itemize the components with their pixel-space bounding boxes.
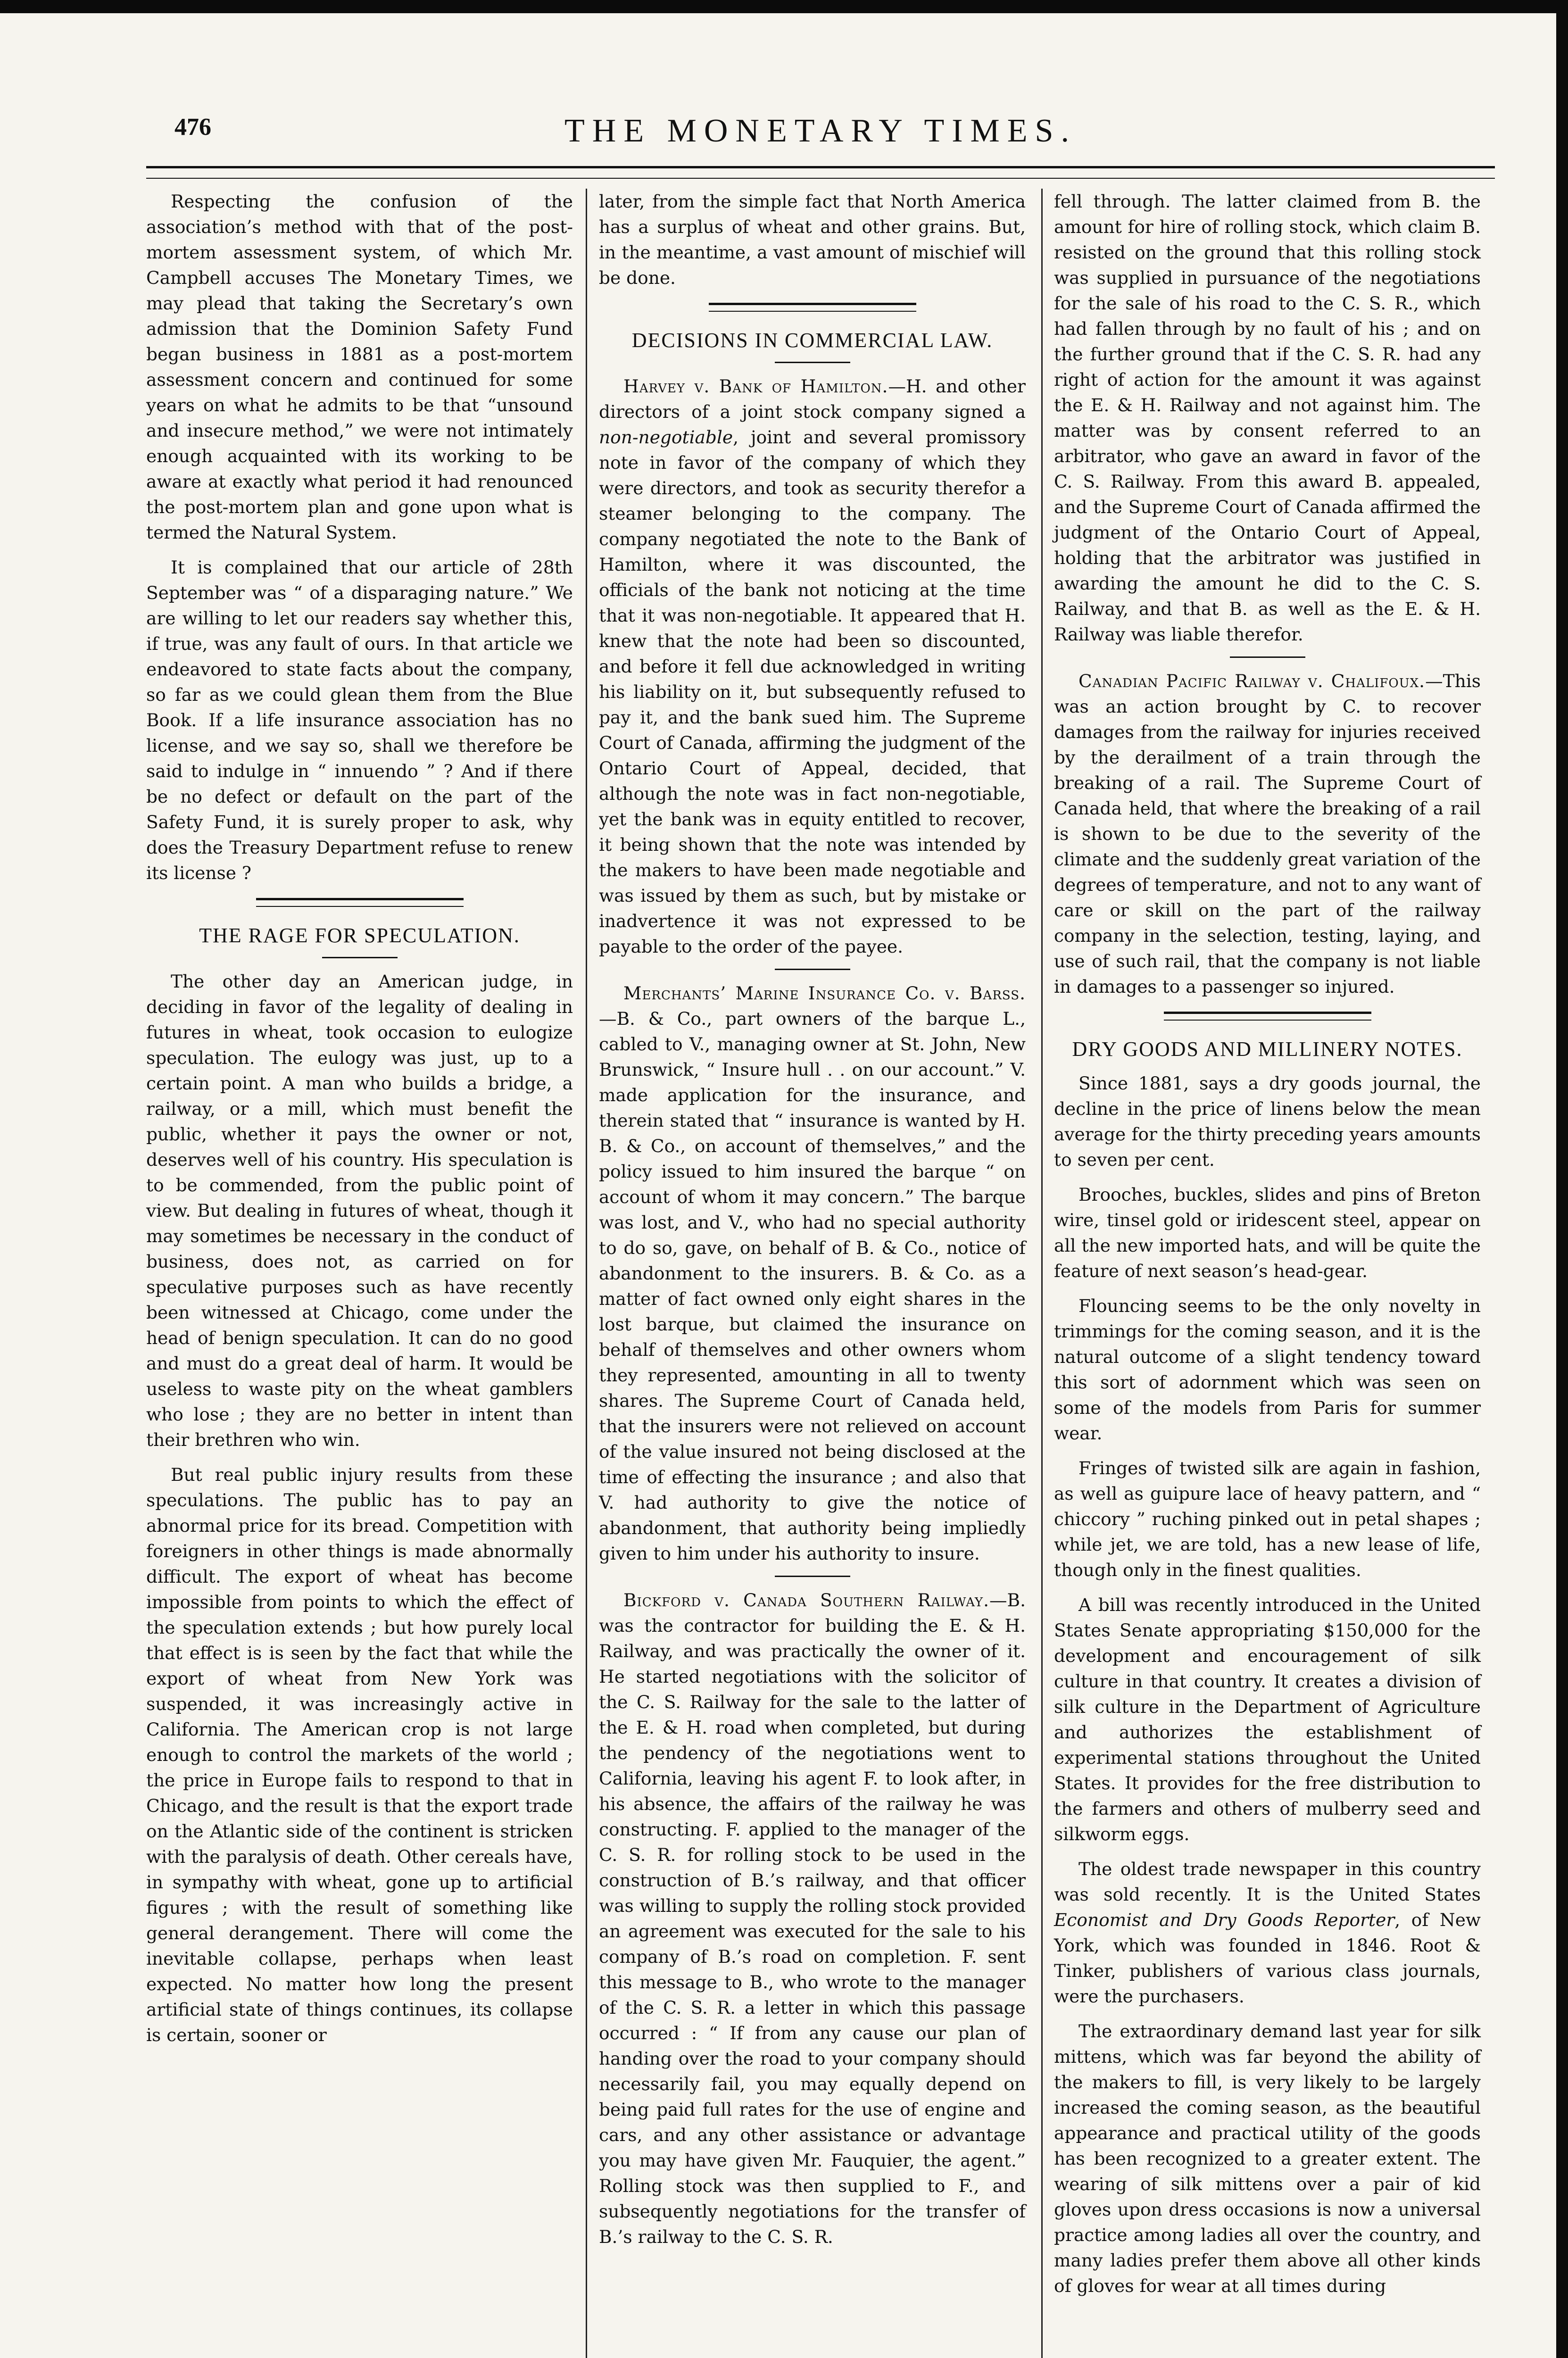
case-paragraph [599, 374, 1026, 959]
paragraph: A bill was recently introduced in the United States Senate appropriating $150,000 for the development and encouragement of silk culture in that country. It creates a division of silk culture in the Department of Agriculture and authorizes the establishment of experimental stations throughout the United States. It provides for the free distribution to the farmers and others of mulberry seed and silkworm eggs. [1054, 1594, 1481, 1844]
page-header [146, 99, 1495, 156]
case-title: Merchants’ Marine Insurance Co. v. Barss. [623, 983, 1026, 1004]
case-text: —H. and other directors of a joint stock company signed a [599, 376, 1026, 422]
header-rule [146, 166, 1495, 179]
paragraph: Fringes of twisted silk are again in fashion, as well as guipure lace of heavy pattern, and “ chiccory ” ruching pinked out in petal shapes ; while jet, we are told, has a new lease of life, though only in the finest qualities. [1054, 1458, 1481, 1580]
section-separator [709, 303, 916, 312]
section-heading: THE RAGE FOR SPECULATION. [199, 924, 520, 947]
case-text: —B. was the contractor for building the E. & H. Railway, and was practically the owner of it. He started negotiations with the solicitor of the C. S. Railway for the sale to the latter of the E. & H. road when completed, but during the pendency of the negotiations went to California, leaving his agent F. to look after, in his absence, the affairs of the railway he was constructing. F. applied to the manager of the C. S. R. for rolling stock to be used in the construction of B.’s railway, and that officer was willing to supply the rolling stock provided an agreement was executed for the sale to his company of B.’s road on completion. F. sent this message to B., who wrote to the manager of the C. S. R. a letter in which this passage occurred : “ If from any cause our plan of handing over the road to your company should necessarily fail, you may equally depend on being paid full rates for the use of engine and cars, and any other assistance or advantage you may have given Mr. Fauquier, the agent.” Rolling stock was then supplied to F., and subsequently negotiations for the transfer of B.’s railway to the C. S. R. [599, 1590, 1026, 2247]
case-separator [1230, 656, 1305, 658]
article-columns [146, 189, 1495, 2358]
case-title: Bickford v. Canada Southern Railway. [623, 1590, 990, 1611]
paragraph: The extraordinary demand last year for silk mittens, which was far beyond the ability of the makers to fill, is very likely to be largely increased the coming season, as the beautiful appearance and practical utility of the goods has been recognized to a greater extent. The wearing of silk mittens over a pair of kid gloves upon dress occasions is now a universal practice among ladies all over the country, and many ladies prefer them above all other kinds of gloves for wear at all times during [1054, 2021, 1481, 2296]
section-heading: DECISIONS IN COMMERCIAL LAW. [631, 329, 993, 352]
scan-top-edge [0, 0, 1568, 13]
paragraph-text: , of New York, which was founded in 1846. Root & Tinker, publishers of various class journals, were the purchasers. [1054, 1910, 1481, 2007]
newspaper-page [146, 99, 1495, 2296]
paragraph: The other day an American judge, in deciding in favor of the legality of dealing in futures in wheat, took occasion to eulogize speculation. The eulogy was just, up to a certain point. A man who builds a bridge, a railway, or a mill, which must benefit the public, whether it pays the owner or not, deserves well of his country. His speculation is to be commended, from the public point of view. But dealing in futures of wheat, though it may sometimes be necessary in the conduct of business, does not, as carried on for speculative purposes such as have recently been witnessed at Chicago, come under the head of benign speculation. It can do no good and must do a great deal of harm. It would be useless to waste pity on the wheat gamblers who lose ; they are no better in intent than their brethren who win. [146, 971, 573, 1450]
heading-rule [775, 362, 850, 363]
case-text: —B. & Co., part owners of the barque L., cabled to V., managing owner at St. John, New Brunswick, “ Insure hull . . on our account.” V. made application for the insurance, and therein stated that “ insurance is wanted by H. B. & Co., on account of themselves,” and the policy issued to him insured the barque “ on account of whom it may concern.” The barque was lost, and V., who had no special authority to do so, gave, on behalf of B. & Co., notice of abandonment to the insurers. B. & Co. as a matter of fact owned only eight shares in the lost barque, but claimed the insurance on behalf of themselves and other owners whom they represented, amounting in all to twenty shares. The Supreme Court of Canada held, that the insurers were not relieved on account of the value insured not being disclosed at the time of effecting the insurance ; and also that V. had authority to give the notice of abandonment, that authority being impliedly given to him under his authority to insure. [599, 1008, 1026, 1564]
paragraph: Flouncing seems to be the only novelty in trimmings for the coming season, and it is the natural outcome of a slight tendency toward this sort of adornment which was seen on some of the models from Paris for summer wear. [1054, 1295, 1481, 1444]
scan-right-edge [1556, 0, 1568, 2358]
page-number: 476 [174, 114, 211, 141]
publication-title: Economist and Dry Goods Reporter [1054, 1910, 1395, 1930]
paragraph: Brooches, buckles, slides and pins of Breton wire, tinsel gold or iridescent steel, appear on all the new imported hats, and will be quite the feature of next season’s head-gear. [1054, 1184, 1481, 1281]
case-title: Harvey v. Bank of Hamilton. [623, 376, 888, 397]
case-title: Canadian Pacific Railway v. Chalifoux. [1079, 671, 1426, 691]
heading-rule [322, 957, 398, 958]
paragraph [1054, 1856, 1481, 2009]
case-text-italic: non-negotiable [599, 427, 733, 448]
column-2 [599, 189, 1026, 2259]
section-heading: DRY GOODS AND MILLINERY NOTES. [1072, 1038, 1463, 1061]
column-rule [586, 189, 587, 2358]
case-text: , joint and several promissory note in favor of the company of which they were directors, and took as security therefor a steamer belonging to the company. The company negotiated the note to the Bank of Hamilton, where it was discounted, the officials of the bank not noticing at the time that it was non-negotiable. It appeared that H. knew that the note had been so discounted, and before it fell due acknowledged in writing his liability on it, but subsequently refused to pay it, and the bank sued him. The Supreme Court of Canada, affirming the judgment of the Ontario Court of Appeal, decided, that although the note was in fact non-negotiable, yet the bank was in equity entitled to recover, it being shown that the note was intended by the makers to have been made negotiable and was issued by them as such, but by mistake or inadvertence it was not expressed to be payable to the order of the payee. [599, 427, 1026, 957]
column-rule [1041, 189, 1043, 2358]
masthead-title: THE MONETARY TIMES. [564, 113, 1077, 149]
column-1 [146, 189, 573, 2057]
paragraph: But real public injury results from these speculations. The public has to pay an abnormal price for its bread. Competition with foreigners in other things is made abnormally difficult. The export of wheat has become impossible from points to which the effect of the speculation extends ; but how purely local that effect is is seen by the fact that while the export of wheat from New York was suspended, it was increasingly active in California. The American crop is not large enough to control the markets of the world ; the price in Europe fails to respond to that in Chicago, and the result is that the export trade on the Atlantic side of the continent is stricken with the paralysis of death. Other cereals have, in sympathy with wheat, gone up to artificial figures ; with the result of something like general derangement. There will come the inevitable collapse, perhaps when least expected. No matter how long the present artificial state of things continues, its collapse is certain, sooner or [146, 1464, 573, 2045]
paragraph-text: The oldest trade newspaper in this country was sold recently. It is the United States [1054, 1859, 1481, 1905]
case-separator [775, 969, 850, 970]
paragraph: fell through. The latter claimed from B. the amount for hire of rolling stock, which claim B. resisted on the ground that this rolling stock was supplied in pursuance of the negotiations for the sale of his road to the C. S. R., which had fallen through by no fault of his ; and on the further ground that if the C. S. R. had any right of action for the amount it was against the E. & H. Railway and not against him. The matter was by consent referred to an arbitrator, who gave an award in favor of the C. S. Railway. From this award B. appealed, and the Supreme Court of Canada affirmed the judgment of the Ontario Court of Appeal, holding that the arbitrator was justified in awarding the amount he did to the C. S. Railway, and that B. as well as the E. & H. Railway was liable therefor. [1054, 191, 1481, 645]
paragraph: later, from the simple fact that North America has a surplus of wheat and other grains. But, in the meantime, a vast amount of mischief will be done. [599, 191, 1026, 288]
case-paragraph [1054, 668, 1481, 999]
section-separator [1164, 1012, 1371, 1021]
case-text: —This was an action brought by C. to recover damages from the railway for injuries received by the derailment of a train through the breaking of a rail. The Supreme Court of Canada held, that where the breaking of a rail is shown to be due to the severity of the climate and the suddenly great variation of the degrees of temperature, and not to any want of care or skill on the part of the railway company in the selection, testing, laying, and use of such rail, that the company is not liable in damages to a passenger so injured. [1054, 671, 1481, 997]
case-paragraph [599, 1587, 1026, 2250]
paragraph: Respecting the confusion of the association’s method with that of the post-mortem assessment system, of which Mr. Campbell accuses The Monetary Times, we may plead that taking the Secretary’s own admission that the Dominion Safety Fund began business in 1881 as a post-mortem assessment concern and continued for some years on what he admits to be that “unsound and insecure method,” we were not intimately enough acquainted with its working to be aware at exactly what period it had renounced the post-mortem plan and gone upon what is termed the Natural System. [146, 191, 573, 543]
paragraph: Since 1881, says a dry goods journal, the decline in the price of linens below the mean average for the thirty preceding years amounts to seven per cent. [1054, 1073, 1481, 1170]
column-3 [1054, 189, 1481, 2308]
paragraph: It is complained that our article of 28th September was “ of a disparaging nature.” We are willing to let our readers say whether this, if true, was any fault of ours. In that article we endeavored to state facts about the company, so far as we could glean them from the Blue Book. If a life insurance association has no license, and we say so, shall we therefore be said to indulge in “ innuendo ” ? And if there be no defect or default on the part of the Safety Fund, it is surely proper to ask, why does the Treasury Department refuse to renew its license ? [146, 557, 573, 883]
case-separator [775, 1576, 850, 1577]
case-paragraph [599, 980, 1026, 1566]
section-separator [256, 898, 464, 907]
